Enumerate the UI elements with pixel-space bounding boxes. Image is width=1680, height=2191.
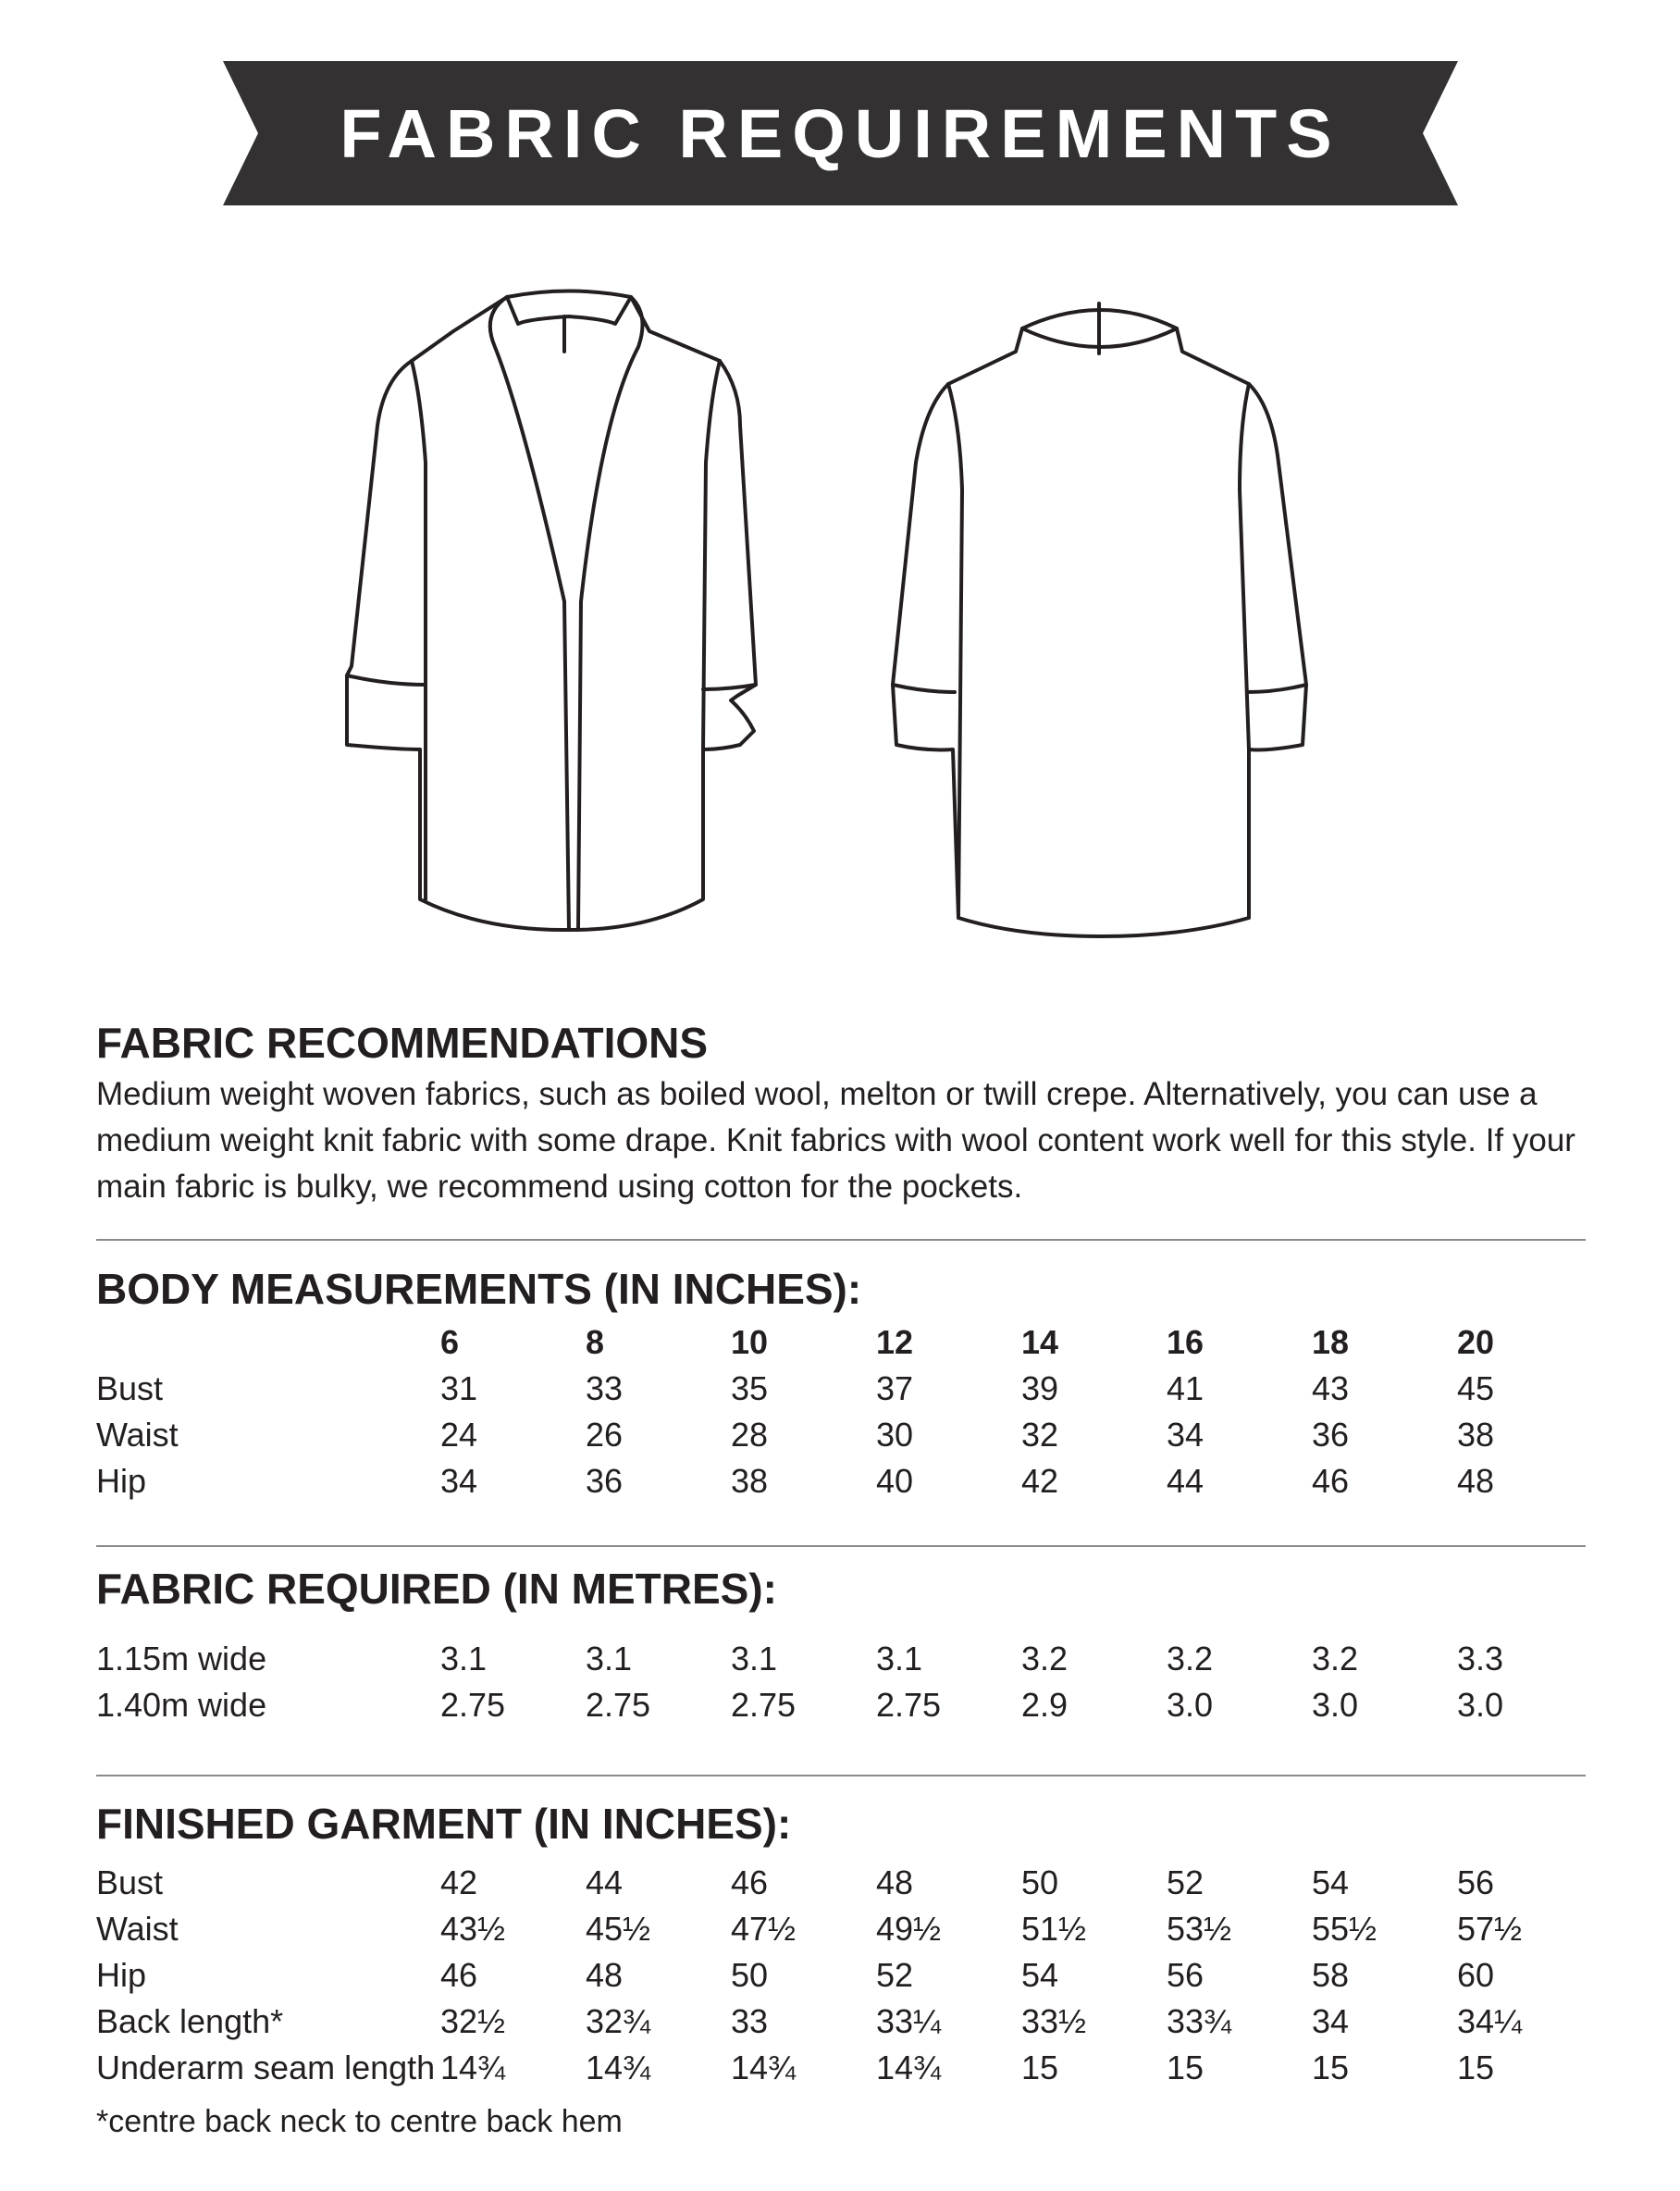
size-header: 8 (586, 1323, 605, 1361)
table-cell: 14¾ (876, 2049, 942, 2086)
size-header: 20 (1457, 1323, 1495, 1361)
finished-garment-table (96, 1860, 1602, 2091)
table-cell: 2.9 (1021, 1686, 1069, 1724)
size-header: 18 (1312, 1323, 1350, 1361)
row-label: Hip (96, 1956, 147, 1994)
garment-back-illustration (893, 303, 1306, 936)
table-cell: 50 (731, 1956, 769, 1994)
table-row (96, 2045, 1602, 2091)
body-measurements-table (96, 1319, 1602, 1504)
table-cell: 46 (1312, 1462, 1350, 1500)
divider (96, 1545, 1586, 1547)
table-cell: 52 (876, 1956, 914, 1994)
table-cell: 3.0 (1312, 1686, 1359, 1724)
table-cell: 51½ (1021, 1910, 1087, 1948)
row-label: 1.15m wide (96, 1640, 267, 1677)
table-cell: 48 (1457, 1462, 1495, 1500)
row-label: Waist (96, 1416, 179, 1454)
size-header: 6 (440, 1323, 460, 1361)
table-row (96, 1999, 1602, 2045)
table-cell: 34 (440, 1462, 478, 1500)
table-cell: 3.2 (1167, 1640, 1214, 1677)
table-cell: 3.2 (1021, 1640, 1069, 1677)
table-cell: 33¼ (876, 2002, 942, 2040)
table-row (96, 1412, 1602, 1458)
row-label: Hip (96, 1462, 147, 1500)
table-row (96, 1860, 1602, 1906)
size-header: 10 (731, 1323, 769, 1361)
table-cell: 54 (1021, 1956, 1059, 1994)
size-header: 16 (1167, 1323, 1204, 1361)
table-cell: 52 (1167, 1863, 1204, 1901)
table-cell: 36 (1312, 1416, 1350, 1454)
table-cell: 32 (1021, 1416, 1059, 1454)
table-cell: 2.75 (440, 1686, 506, 1724)
garment-illustrations (333, 278, 1360, 962)
table-cell: 42 (1021, 1462, 1059, 1500)
table-cell: 47½ (731, 1910, 797, 1948)
row-label: Back length* (96, 2002, 284, 2040)
table-cell: 32½ (440, 2002, 506, 2040)
table-row (96, 1366, 1602, 1412)
table-cell: 31 (440, 1369, 478, 1407)
table-cell: 56 (1457, 1863, 1495, 1901)
table-cell: 39 (1021, 1369, 1059, 1407)
table-cell: 42 (440, 1863, 478, 1901)
row-label: Bust (96, 1863, 164, 1901)
table-cell: 38 (1457, 1416, 1495, 1454)
body-measurements-heading: BODY MEASUREMENTS (IN INCHES): (96, 1265, 862, 1313)
table-cell: 34 (1167, 1416, 1204, 1454)
table-cell: 14¾ (586, 2049, 651, 2086)
table-cell: 33 (731, 2002, 769, 2040)
table-cell: 54 (1312, 1863, 1350, 1901)
size-header: 12 (876, 1323, 914, 1361)
table-cell: 40 (876, 1462, 914, 1500)
table-cell: 41 (1167, 1369, 1204, 1407)
size-header-row (96, 1319, 1602, 1366)
footnote: *centre back neck to centre back hem (96, 2104, 623, 2139)
divider (96, 1775, 1586, 1776)
table-cell: 24 (440, 1416, 478, 1454)
page-title: FABRIC REQUIREMENTS (340, 94, 1341, 172)
table-cell: 35 (731, 1369, 769, 1407)
table-cell: 3.1 (876, 1640, 923, 1677)
table-cell: 28 (731, 1416, 769, 1454)
table-cell: 15 (1312, 2049, 1350, 2086)
table-row (96, 1952, 1602, 1999)
table-cell: 14¾ (440, 2049, 506, 2086)
finished-garment-heading: FINISHED GARMENT (IN INCHES): (96, 1800, 792, 1848)
table-cell: 56 (1167, 1956, 1204, 1994)
table-cell: 3.3 (1457, 1640, 1504, 1677)
row-label: Waist (96, 1910, 179, 1948)
size-header: 14 (1021, 1323, 1059, 1361)
table-cell: 2.75 (876, 1686, 942, 1724)
table-cell: 43½ (440, 1910, 506, 1948)
table-cell: 3.0 (1457, 1686, 1504, 1724)
table-row (96, 1636, 1602, 1682)
row-label: Underarm seam length (96, 2049, 436, 2086)
table-cell: 15 (1167, 2049, 1204, 2086)
row-label: Bust (96, 1369, 164, 1407)
table-cell: 3.2 (1312, 1640, 1359, 1677)
table-cell: 3.1 (731, 1640, 778, 1677)
fabric-required-heading: FABRIC REQUIRED (IN METRES): (96, 1565, 777, 1613)
table-row (96, 1906, 1602, 1952)
table-cell: 33½ (1021, 2002, 1087, 2040)
table-cell: 48 (876, 1863, 914, 1901)
size-header-blank (96, 1319, 440, 1366)
table-cell: 15 (1457, 2049, 1495, 2086)
garment-front-illustration (347, 291, 756, 931)
table-cell: 37 (876, 1369, 914, 1407)
table-cell: 33 (586, 1369, 624, 1407)
table-cell: 60 (1457, 1956, 1495, 1994)
fabric-recommendations-text: Medium weight woven fabrics, such as boiled wool, melton or twill crepe. Alternatively, you can use a medium weight knit fabric with some drape. Knit fabrics with wool content work well for this style. If your main fabric is bulky, we recommend using cotton for the pockets. (96, 1076, 1575, 1205)
table-cell: 2.75 (731, 1686, 797, 1724)
table-cell: 32¾ (586, 2002, 651, 2040)
table-cell: 57½ (1457, 1910, 1523, 1948)
table-cell: 26 (586, 1416, 624, 1454)
table-row (96, 1458, 1602, 1504)
table-cell: 38 (731, 1462, 769, 1500)
divider (96, 1239, 1586, 1241)
table-cell: 3.1 (586, 1640, 633, 1677)
table-row (96, 1682, 1602, 1728)
table-cell: 36 (586, 1462, 624, 1500)
table-cell: 49½ (876, 1910, 942, 1948)
table-cell: 34¼ (1457, 2002, 1523, 2040)
table-cell: 34 (1312, 2002, 1350, 2040)
table-cell: 46 (731, 1863, 769, 1901)
fabric-required-table (96, 1636, 1602, 1728)
table-cell: 3.0 (1167, 1686, 1214, 1724)
table-cell: 44 (586, 1863, 624, 1901)
table-cell: 58 (1312, 1956, 1350, 1994)
table-cell: 45 (1457, 1369, 1495, 1407)
title-banner (223, 61, 1458, 205)
table-cell: 45½ (586, 1910, 651, 1948)
table-cell: 53½ (1167, 1910, 1232, 1948)
table-cell: 48 (586, 1956, 624, 1994)
table-cell: 30 (876, 1416, 914, 1454)
table-cell: 14¾ (731, 2049, 797, 2086)
table-cell: 2.75 (586, 1686, 651, 1724)
table-cell: 46 (440, 1956, 478, 1994)
table-cell: 50 (1021, 1863, 1059, 1901)
row-label: 1.40m wide (96, 1686, 267, 1724)
table-cell: 43 (1312, 1369, 1350, 1407)
table-cell: 33¾ (1167, 2002, 1232, 2040)
table-cell: 44 (1167, 1462, 1204, 1500)
table-cell: 55½ (1312, 1910, 1377, 1948)
fabric-recommendations-heading: FABRIC RECOMMENDATIONS (96, 1019, 709, 1067)
table-cell: 3.1 (440, 1640, 488, 1677)
table-cell: 15 (1021, 2049, 1059, 2086)
